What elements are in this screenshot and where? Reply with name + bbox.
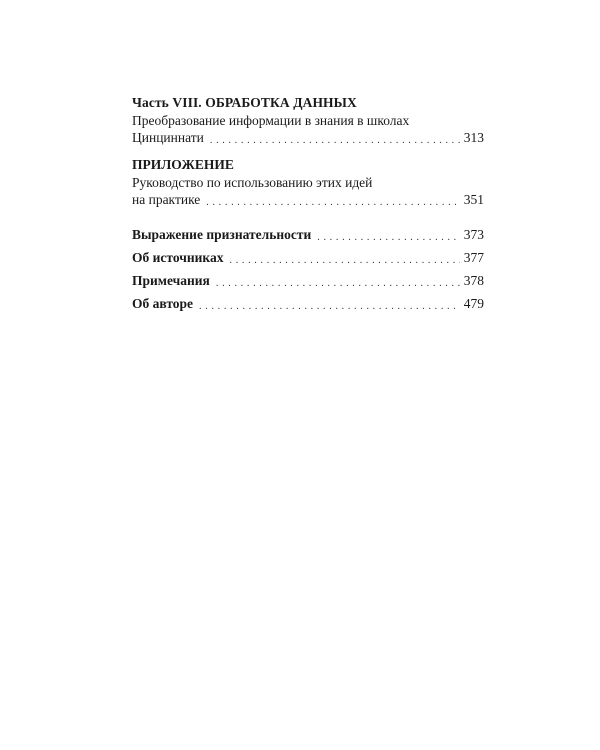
section-title: ПРИЛОЖЕНИЕ	[132, 157, 234, 172]
page-number: 377	[463, 250, 484, 265]
entry-text: Выражение признательности	[132, 227, 312, 242]
toc-entry-acknowledgements[interactable]	[132, 226, 484, 243]
toc-entry-sources[interactable]	[132, 249, 484, 266]
toc-entry-about-author[interactable]	[132, 295, 484, 312]
entry-text: Об источниках	[132, 250, 224, 265]
dot-leader	[317, 227, 459, 241]
toc-entry[interactable]	[132, 191, 484, 208]
entry-line: Руководство по использованию этих идей	[132, 175, 373, 190]
toc-back-matter	[132, 226, 484, 312]
page-number: 351	[463, 192, 484, 207]
dot-leader	[216, 273, 460, 287]
dot-leader	[199, 296, 460, 310]
dot-leader	[210, 130, 460, 144]
entry-text: на практике	[132, 192, 201, 207]
entry-text: Об авторе	[132, 296, 194, 311]
toc-section-part-8	[132, 94, 484, 146]
toc-section-appendix	[132, 156, 484, 208]
section-title: Часть VIII. ОБРАБОТКА ДАННЫХ	[132, 95, 357, 110]
entry-text: Примечания	[132, 273, 210, 288]
entry-line: Преобразование информации в знания в школах	[132, 113, 410, 128]
page-number: 479	[463, 296, 484, 311]
toc-entry[interactable]	[132, 129, 484, 146]
entry-text: Цинциннати	[132, 130, 204, 145]
page-number: 373	[463, 227, 484, 242]
dot-leader	[230, 250, 460, 264]
toc-entry-notes[interactable]	[132, 272, 484, 289]
table-of-contents	[132, 94, 484, 312]
page-number: 313	[463, 130, 484, 145]
dot-leader	[206, 192, 459, 206]
page-number: 378	[463, 273, 484, 288]
